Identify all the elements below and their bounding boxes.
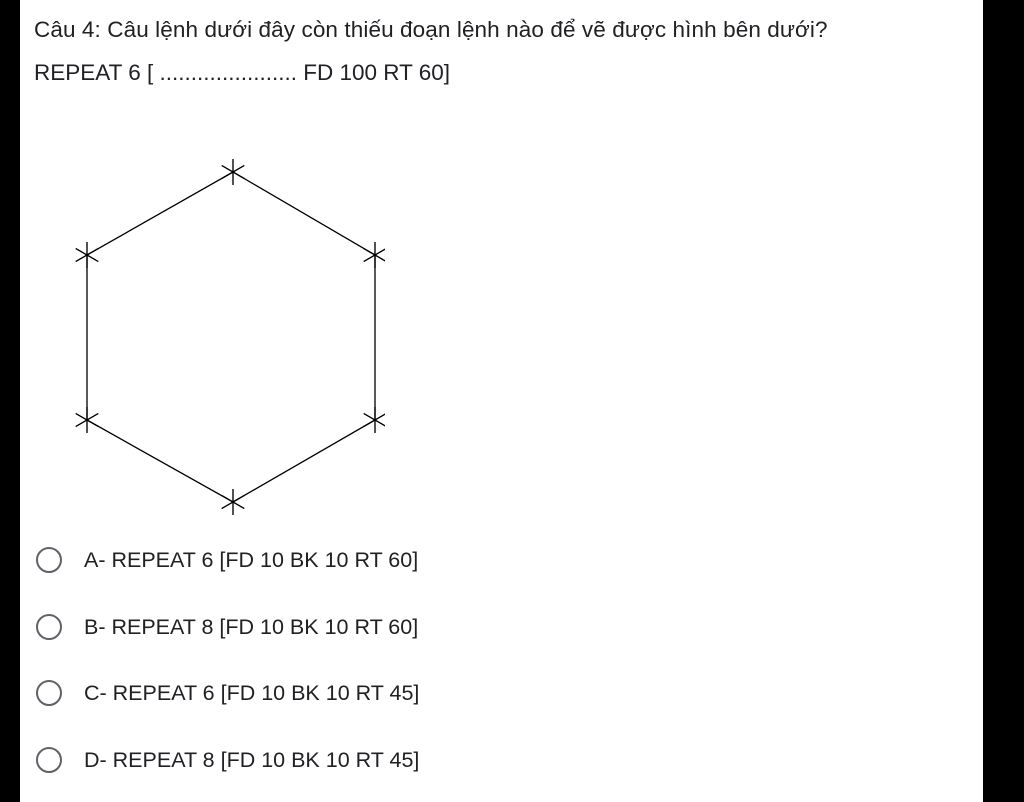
radio-icon[interactable] <box>36 747 62 773</box>
vertex-star-icon <box>222 159 245 185</box>
option-label: B- REPEAT 8 [FD 10 BK 10 RT 60] <box>84 614 419 639</box>
radio-icon[interactable] <box>36 680 62 706</box>
option-a[interactable] <box>36 542 418 578</box>
option-b[interactable] <box>36 609 418 645</box>
question-title: Câu 4: Câu lệnh dưới đây còn thiếu đoạn lệnh nào để vẽ được hình bên dưới? <box>34 17 828 42</box>
radio-icon[interactable] <box>36 547 62 573</box>
radio-icon[interactable] <box>36 614 62 640</box>
option-label: D- REPEAT 8 [FD 10 BK 10 RT 45] <box>84 747 420 772</box>
vertex-star-icon <box>76 242 99 268</box>
hexagon-outline <box>87 172 375 502</box>
option-d[interactable] <box>36 742 419 778</box>
option-label: C- REPEAT 6 [FD 10 BK 10 RT 45] <box>84 680 420 705</box>
question-code: REPEAT 6 [ ...................... FD 100 RT 60] <box>34 60 450 85</box>
vertex-star-icon <box>222 489 245 515</box>
question-card <box>20 0 983 802</box>
option-c[interactable] <box>36 675 419 711</box>
vertex-star-icon <box>76 407 99 433</box>
option-label: A- REPEAT 6 [FD 10 BK 10 RT 60] <box>84 547 419 572</box>
hexagon-figure <box>55 140 385 530</box>
